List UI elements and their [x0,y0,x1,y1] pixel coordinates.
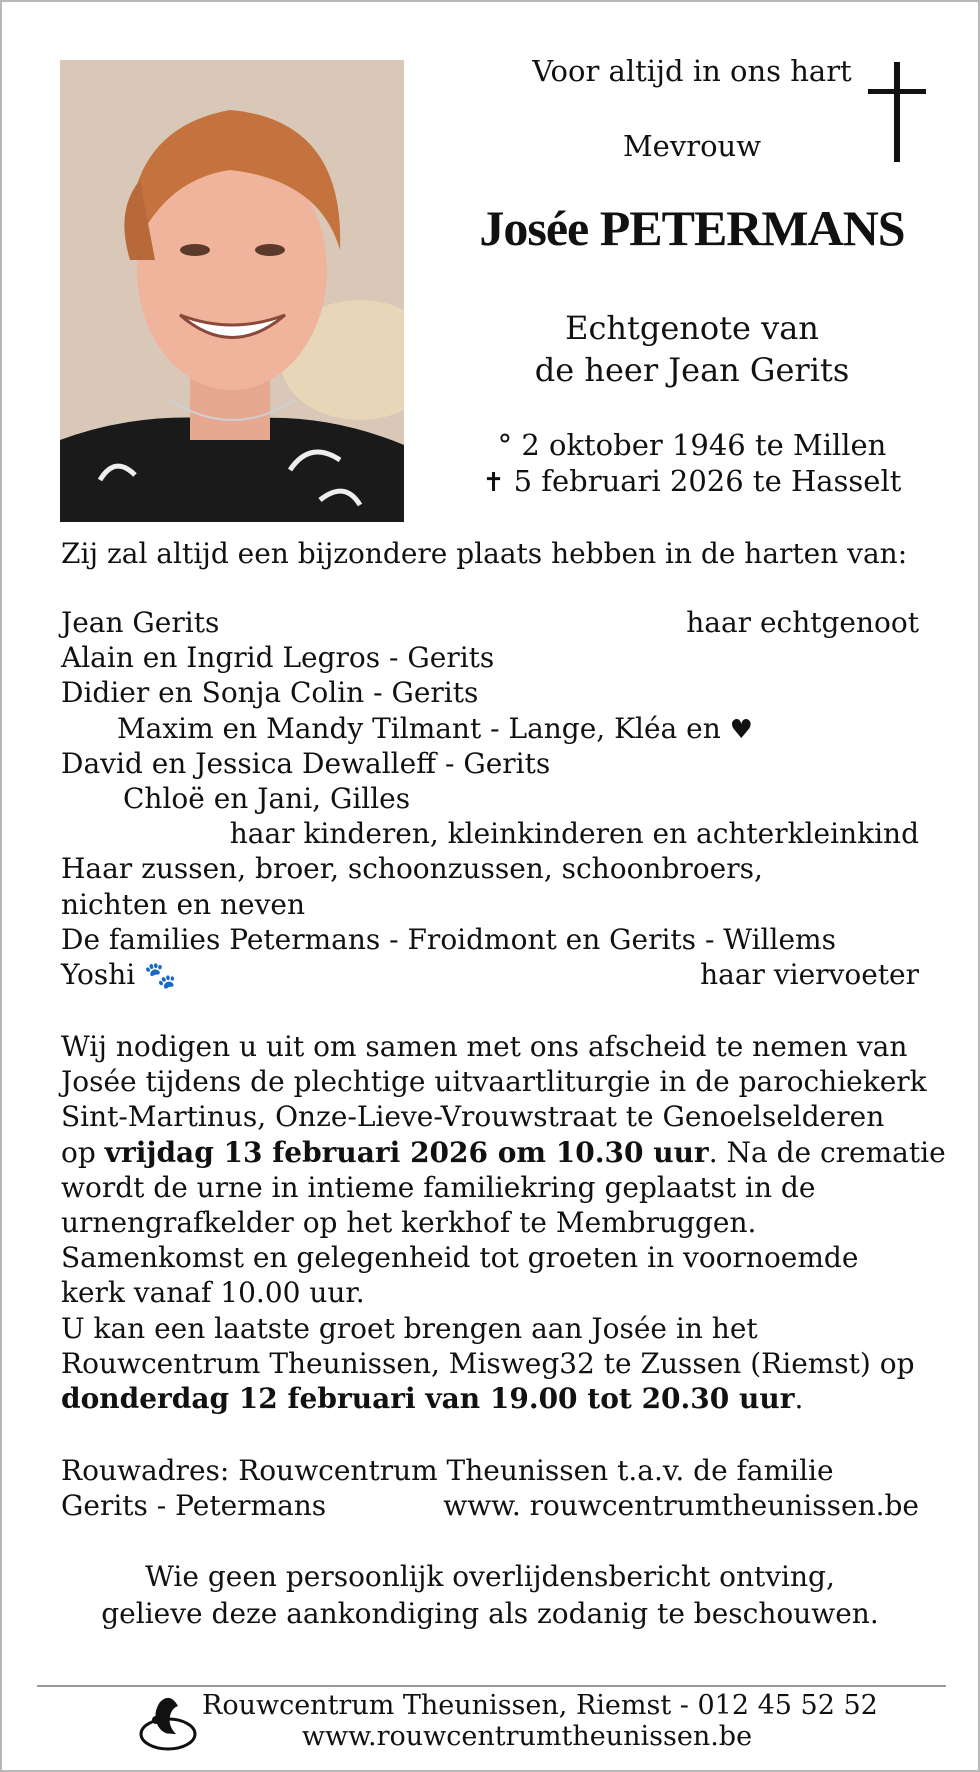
heart-icon: ♥ [729,714,753,745]
address-website-link[interactable]: www. rouwcentrumtheunissen.be [443,1489,919,1523]
funeral-invitation [61,1029,946,1416]
invite-text: . [794,1381,804,1415]
family-line [61,957,919,992]
funeral-date: vrijdag 13 februari 2026 om 10.30 uur [104,1135,709,1169]
dagger-cross-icon: ✝ [482,468,505,498]
spouse-info [432,307,952,391]
family-line [61,711,919,746]
notice-line: Wie geen persoonlijk overlijdensbericht ontving, [145,1560,835,1593]
family-relation: haar echtgenoot [686,606,919,639]
paw-icon: 🐾 [144,960,177,991]
invite-line [61,1381,919,1416]
spouse-line-1: Echtgenote van [565,309,819,347]
birth-date: ° 2 oktober 1946 te Millen [497,428,887,462]
invite-text: op [61,1135,105,1169]
family-line: Haar zussen, broer, schoonzussen, schoonbroers, [61,852,763,886]
notice-text [61,1558,919,1632]
footer-divider [37,1685,946,1687]
family-line: Chloë en Jani, Gilles [123,781,411,815]
address-family: Gerits - Petermans [61,1489,327,1523]
invite-line: Rouwcentrum Theunissen, Misweg32 te Zussen (Riemst) op [61,1346,915,1380]
portrait-photo [60,60,404,522]
funeral-home-logo-icon [136,1690,200,1754]
family-line: nichten en neven [61,887,305,921]
tagline: Voor altijd in ons hart [532,54,852,88]
condolence-address [61,1453,919,1523]
invite-line [61,1135,946,1170]
spouse-line-2: de heer Jean Gerits [534,351,850,389]
family-line: Didier en Sonja Colin - Gerits [61,676,479,710]
invite-line: Wij nodigen u uit om samen met ons afscheid te nemen van [61,1030,908,1063]
invite-line: U kan een laatste groet brengen aan Josée in het [61,1311,758,1345]
portrait-illustration [60,60,404,522]
invite-line: Samenkomst en gelegenheid tot groeten in voornoemde [61,1241,859,1275]
death-date-row [432,463,952,501]
family-relation: haar kinderen, kleinkinderen en achterkleinkind [229,817,919,851]
life-dates [432,427,952,501]
death-date: 5 februari 2026 te Hasselt [513,464,902,498]
notice-line: gelieve deze aankondiging als zodanig te beschouwen. [101,1597,879,1630]
footer-contact [202,1690,878,1752]
family-relation: haar viervoeter [700,957,919,991]
invite-line: urnengrafkelder op het kerkhof te Membruggen. [61,1205,757,1239]
visitation-date: donderdag 12 februari van 19.00 tot 20.30 uur [61,1381,795,1415]
invite-line: kerk vanaf 10.00 uur. [61,1276,365,1310]
family-line: Alain en Ingrid Legros - Gerits [61,641,495,675]
family-line: De families Petermans - Froidmont en Gerits - Willems [61,922,836,956]
family-name: Jean Gerits [61,606,220,639]
family-line: David en Jessica Dewalleff - Gerits [61,746,551,780]
family-list [61,605,919,992]
honorific: Mevrouw [622,129,762,163]
footer-line: Rouwcentrum Theunissen, Riemst - 012 45 52 52 [202,1690,878,1721]
deceased-name: Josée PETERMANS [479,200,905,256]
pet-name: Yoshi [61,957,136,991]
invite-text: . Na de crematie [708,1135,946,1169]
address-line: Rouwadres: Rouwcentrum Theunissen t.a.v. de familie [61,1454,834,1487]
family-intro: Zij zal altijd een bijzondere plaats hebben in de harten van: [61,537,908,570]
family-line [61,605,919,640]
footer-website-link[interactable]: www.rouwcentrumtheunissen.be [301,1721,753,1752]
invite-line: wordt de urne in intieme familiekring geplaatst in de [61,1170,816,1204]
invite-line: Josée tijdens de plechtige uitvaartliturgie in de parochiekerk [61,1065,927,1099]
invite-line: Sint-Martinus, Onze-Lieve-Vrouwstraat te Genoelselderen [61,1100,885,1134]
address-line [61,1488,919,1523]
family-name: Maxim en Mandy Tilmant - Lange, Kléa en [117,711,721,745]
